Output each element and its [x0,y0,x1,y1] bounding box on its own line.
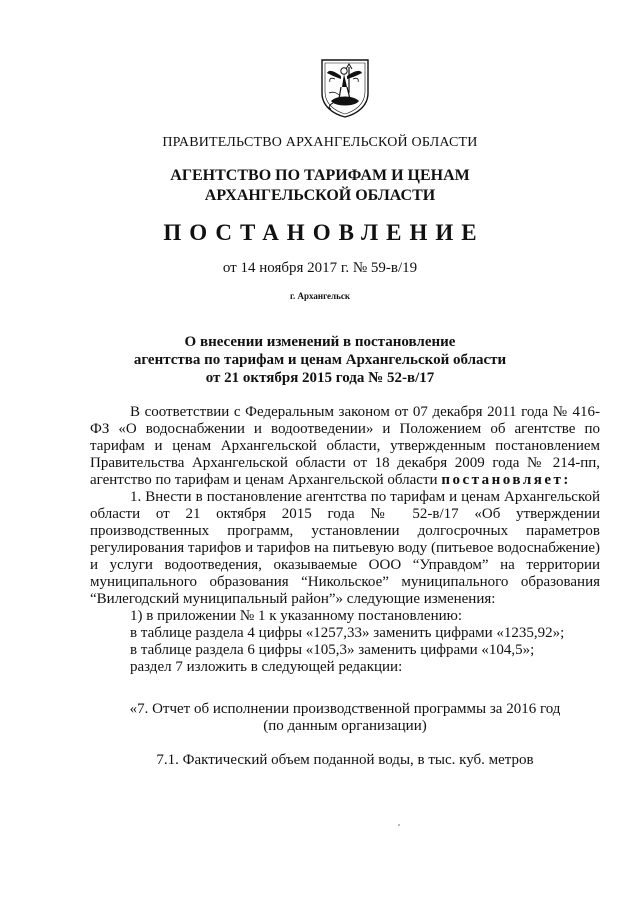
coat-of-arms-icon [319,57,371,119]
place-of-issue: г. Архангельск [289,291,351,301]
document-type: ПОСТАНОВЛЕНИЕ [163,220,485,245]
date-and-number: от 14 ноября 2017 г. № 59-в/19 [222,260,418,276]
document-title [0,333,640,387]
scan-artifact [398,824,400,826]
subitem-1: 1) в приложении № 1 к указанному постановлению: [130,608,462,624]
subitem-table-6: в таблице раздела 6 цифры «105,3» заменить цифрами «104,5»; [130,642,535,658]
report-title-line1: «7. Отчет об исполнении производственной программы за 2016 год [129,701,561,717]
agency-name-line2: АРХАНГЕЛЬСКОЙ ОБЛАСТИ [204,187,436,204]
subsection-heading: 7.1. Фактический объем поданной воды, в тыс. куб. метров [156,752,534,768]
title-line3: от 21 октября 2015 года № 52-в/17 [205,370,435,386]
agency-name-line1: АГЕНТСТВО ПО ТАРИФАМ И ЦЕНАМ [170,167,470,184]
title-line1: О внесении изменений в постановление [184,334,456,350]
preamble-paragraph [90,404,600,489]
subitem-table-4: в таблице раздела 4 цифры «1257,33» заменить цифрами «1235,92»; [130,625,565,641]
preamble-text: В соответствии с Федеральным законом от 07 декабря 2011 года № 416-ФЗ «О водоснабжении и водоотведении» и Положением об агентстве по тарифам и ценам Архангельской области, утвержденным постановлением Правительства Архангельской области от 18 декабря 2009 года № 214-пп, агентство по тарифам и ценам Архангельской области [90,404,600,488]
decree-word: постановляет: [441,472,571,488]
item-1-paragraph: 1. Внести в постановление агентства по тарифам и ценам Архангельской области от 21 октября 2015 года № 52-в/17 «Об утверждении производственных программ, установлении долгосрочных параметров регулирования тарифов и тарифов на питьевую воду (питьевое водоснабжение) и услуги водоотведения, оказываемые ООО “Управдом” на территории муниципального образования “Никольское” муниципального образования “Вилегодский муниципальный район”» следующие изменения: [90,489,600,607]
report-section-title [90,701,600,735]
government-name: ПРАВИТЕЛЬСТВО АРХАНГЕЛЬСКОЙ ОБЛАСТИ [162,135,478,150]
title-line2: агентства по тарифам и ценам Архангельской области [133,352,507,368]
document-body [90,404,600,676]
agency-name [0,166,640,206]
subitem-section-7: раздел 7 изложить в следующей редакции: [130,659,403,675]
report-title-line2: (по данным организации) [263,718,427,734]
